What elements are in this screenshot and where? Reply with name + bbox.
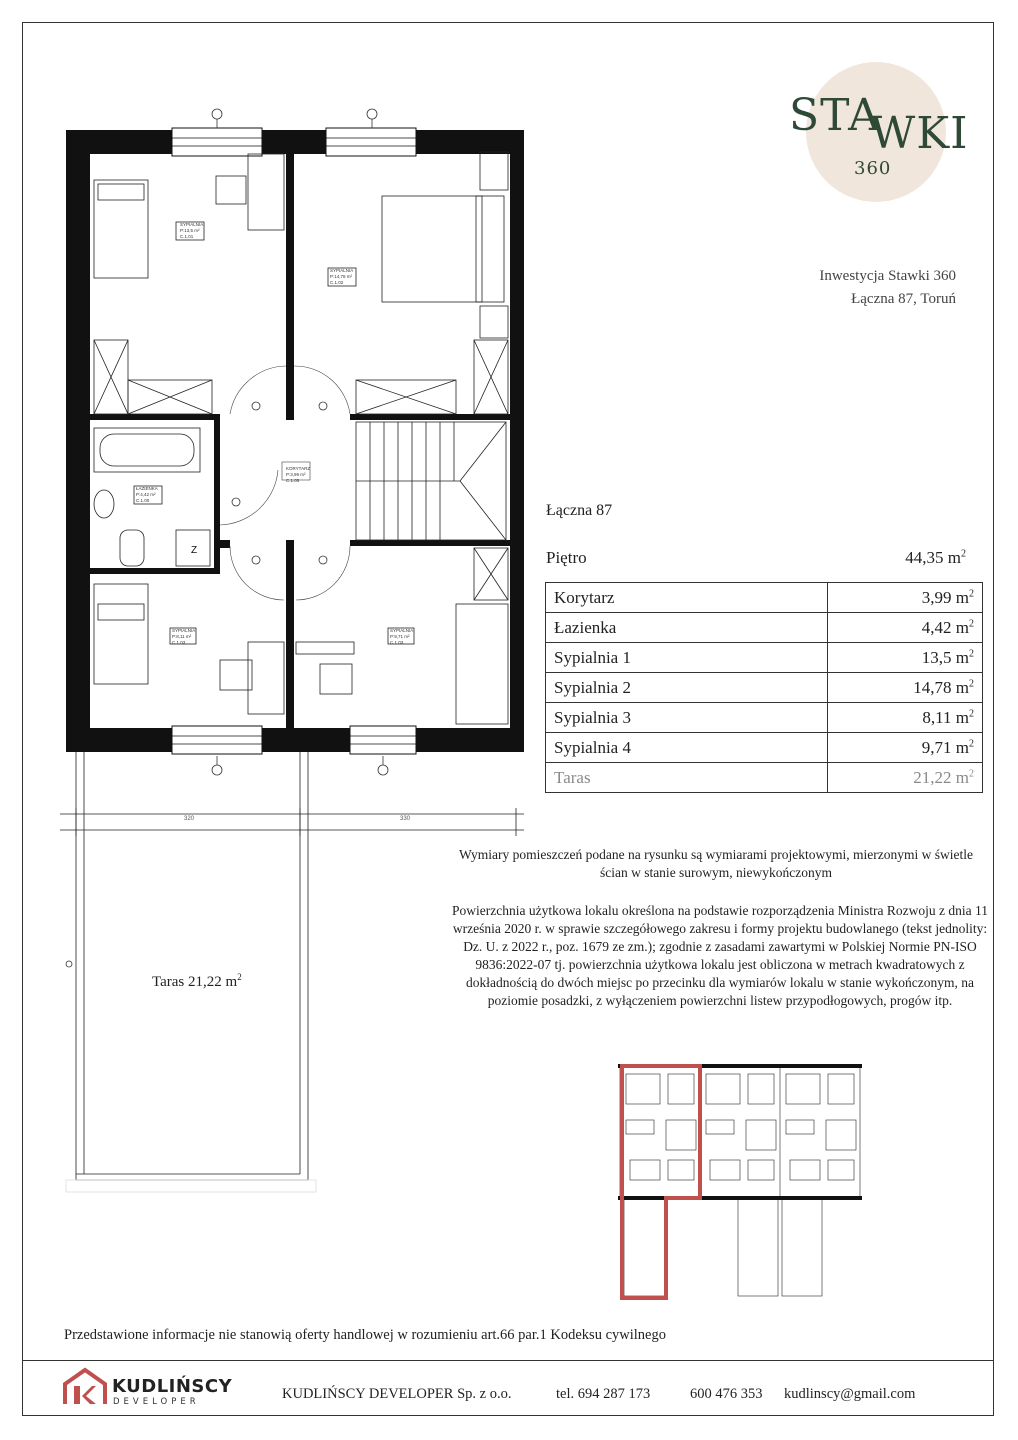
- floor-area: 44,35 $m^2$: [905, 548, 966, 567]
- phone-primary: tel. 694 287 173: [556, 1386, 651, 1402]
- email-link[interactable]: kudlinscy@gmail.com: [784, 1386, 916, 1402]
- room-area: 8,11 $m^2$: [828, 703, 983, 733]
- room-name: Sypialnia 1: [546, 643, 828, 673]
- kudlinscy-logo-icon: [62, 1366, 108, 1406]
- room-tag-text: C.1.00: [136, 498, 150, 503]
- svg-text:320: 320: [184, 816, 195, 822]
- room-tag-text: SYPIALNIA: [180, 222, 204, 227]
- staircase: [356, 422, 506, 540]
- floor-label: Piętro: [546, 548, 587, 567]
- room-name: Sypialnia 3: [546, 703, 828, 733]
- room-tag-text: C.1.01: [180, 234, 194, 239]
- room-tag-text: P:13,5 m²: [180, 228, 200, 233]
- room-tag-text: P:3,99 m²: [286, 472, 306, 477]
- room-tag-text: C.1.03: [390, 640, 404, 645]
- unit-address: Łączna 87: [546, 502, 613, 519]
- company-logo-sub: DEVELOPER: [113, 1397, 200, 1407]
- room-tag-text: P:4,42 m²: [136, 492, 156, 497]
- room-name: Łazienka: [546, 613, 828, 643]
- room-tag-text: KORYTARZ: [286, 466, 311, 471]
- room-name: Sypialnia 2: [546, 673, 828, 703]
- room-tag-text: C.1.03: [172, 640, 186, 645]
- site-thumbnail: [620, 1066, 860, 1296]
- company-logo-name: KUDLIŃSCY: [112, 1376, 233, 1397]
- room-area: 9,71 $m^2$: [828, 733, 983, 763]
- exterior-walls: [66, 130, 524, 752]
- room-area: 4,42 $m^2$: [828, 613, 983, 643]
- terrace-label: Taras 21,22 $m^2$: [152, 972, 242, 990]
- room-name: Taras: [546, 763, 828, 793]
- room-tag-text: C.1.02: [330, 280, 344, 285]
- room-tag-text: C.1.05: [286, 478, 300, 483]
- disclaimer: Przedstawione informacje nie stanowią oferty handlowej w rozumieniu art.66 par.1 Kodeksu cywilnego: [64, 1327, 666, 1343]
- room-area: 14,78 $m^2$: [828, 673, 983, 703]
- logo-number: 360: [854, 158, 892, 179]
- area-basis-note: Powierzchnia użytkowa lokalu określona na podstawie rozporządzenia Ministra Rozwoju z dnia 11 września 2020 r. w sprawie szczegółowego zakresu i formy projektu budowlanego (tekst jednolity: Dz. U. z 2022 r., poz. 1679 ze zm.); zgodnie z zasadami zawartymi w Polskiej Normie PN-ISO 9836:2022-07 tj. powierzchnia użytkowa lokalu jest obliczona w metrach kwadratowych z dokładnością do dwóch miejsc po przecinku dla wymiarów lokalu w stanie wykończonym, na poziomie posadzki, z wyłączeniem powierzchni listew przypodłogowych, progów itp.: [452, 903, 988, 1008]
- room-area: 13,5 $m^2$: [828, 643, 983, 673]
- unit-highlight: [622, 1066, 700, 1298]
- svg-text:Z: Z: [191, 545, 198, 556]
- investment-address: Łączna 87, Toruń: [851, 291, 956, 307]
- svg-text:330: 330: [400, 816, 411, 822]
- room-area: 3,99 $m^2$: [828, 583, 983, 613]
- room-tag-text: P:14,78 m²: [330, 274, 353, 279]
- dimensions-note: Wymiary pomieszczeń podane na rysunku są wymiarami projektowymi, mierzonymi w świetle ścian w stanie surowym, niewykończonym: [459, 847, 973, 880]
- logo-text-bottom: WKI: [870, 108, 969, 159]
- room-name: Korytarz: [546, 583, 828, 613]
- company-name: KUDLIŃSCY DEVELOPER Sp. z o.o.: [282, 1386, 512, 1402]
- room-area: 21,22 $m^2$: [828, 763, 983, 793]
- room-tag-text: P:8,11 m²: [172, 634, 192, 639]
- room-tag-text: SYPIALNIA: [172, 628, 196, 633]
- investment-name: Inwestycja Stawki 360: [819, 268, 956, 284]
- room-tag-text: SYPIALNIA: [390, 628, 414, 633]
- room-name: Sypialnia 4: [546, 733, 828, 763]
- room-tag-text: P:9,71 m²: [390, 634, 410, 639]
- room-tag-text: SYPIALNIA: [330, 268, 354, 273]
- logo-text-top: STA: [789, 90, 881, 141]
- phone-secondary[interactable]: 600 476 353: [690, 1386, 763, 1402]
- room-tag-text: ŁAZIENKA: [136, 486, 158, 491]
